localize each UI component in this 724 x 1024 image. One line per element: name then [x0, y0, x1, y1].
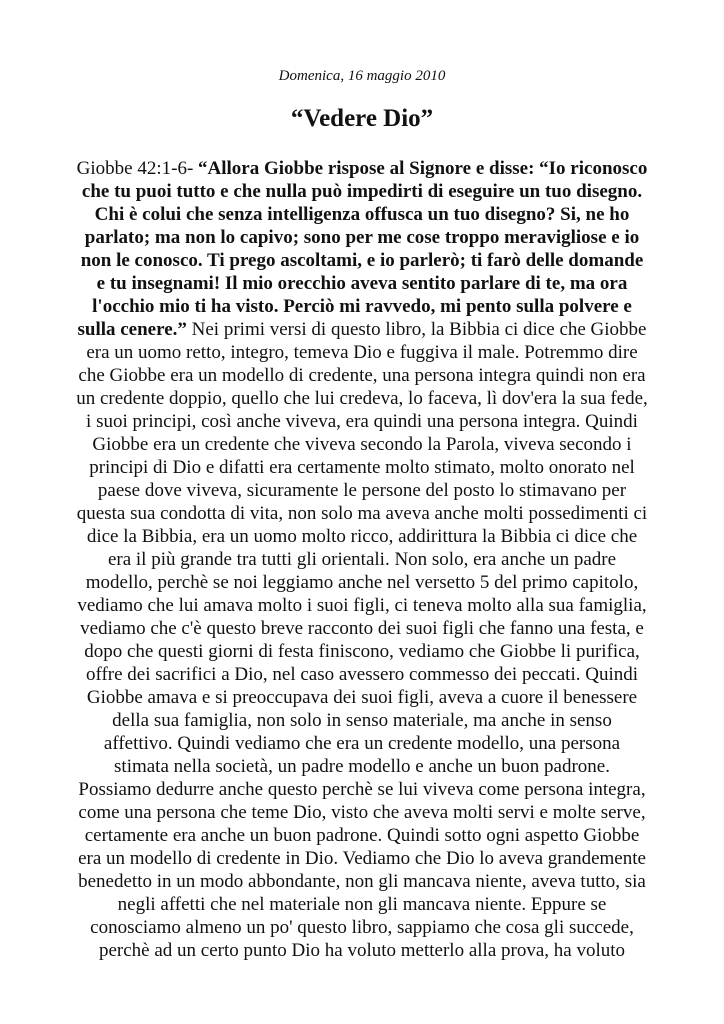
scripture-quote-text: e tu insegnami! Il mio orecchio aveva sentito parlare di te, ma ora	[96, 273, 628, 294]
body-line	[62, 732, 662, 755]
body-text-run: che Giobbe era un modello di credente, una persona integra quindi non era	[78, 365, 646, 386]
body-line	[62, 272, 662, 295]
body-text-run: della sua famiglia, non solo in senso materiale, ma anche in senso	[112, 710, 612, 731]
body-text-run: modello, perchè se noi leggiamo anche nel versetto 5 del primo capitolo,	[85, 572, 639, 593]
body-text-run: vediamo che c'è questo breve racconto dei suoi figli che fanno una festa, e	[80, 618, 644, 639]
body-line	[62, 778, 662, 801]
body-line	[62, 755, 662, 778]
body-text-run: perchè ad un certo punto Dio ha voluto metterlo alla prova, ha voluto	[98, 940, 626, 961]
body-line	[62, 893, 662, 916]
body-line	[62, 410, 662, 433]
body-text-run: certamente era anche un buon padrone. Quindi sotto ogni aspetto Giobbe	[84, 825, 640, 846]
body-text-run: Possiamo dedurre anche questo perchè se lui viveva come persona integra,	[78, 779, 646, 800]
body-text-run: era il più grande tra tutti gli orientali. Non solo, era anche un padre	[107, 549, 617, 570]
body-line	[62, 801, 662, 824]
body-line	[62, 525, 662, 548]
scripture-quote-text: che tu puoi tutto e che nulla può impedirti di eseguire un tuo disegno.	[81, 181, 643, 202]
body-line	[62, 180, 662, 203]
body-line	[62, 548, 662, 571]
body-line	[62, 594, 662, 617]
scripture-quote-text: non le conosco. Ti prego ascoltami, e io parlerò; ti farò delle domande	[80, 250, 644, 271]
body-line	[62, 663, 662, 686]
body-line	[62, 433, 662, 456]
body-line	[62, 502, 662, 525]
body-line	[62, 686, 662, 709]
body-line	[62, 295, 662, 318]
body-text-run: affettivo. Quindi vediamo che era un credente modello, una persona	[103, 733, 621, 754]
body-line	[62, 479, 662, 502]
body-text-run: negli affetti che nel materiale non gli mancava niente. Eppure se	[117, 894, 607, 915]
body-text-run: paese dove viveva, sicuramente le persone del posto lo stimavano per	[97, 480, 627, 501]
body-line	[62, 916, 662, 939]
body-text-run: vediamo che lui amava molto i suoi figli, ci teneva molto alla sua famiglia,	[77, 595, 647, 616]
scripture-quote-text: “Allora Giobbe rispose al Signore e disse: “Io riconosco	[198, 158, 648, 179]
body-text-run: Giobbe era un credente che viveva secondo la Parola, viveva secondo i	[92, 434, 632, 455]
body-line	[62, 456, 662, 479]
body-line	[62, 571, 662, 594]
sermon-title: “Vedere Dio”	[290, 105, 434, 132]
body-line	[62, 709, 662, 732]
body-text-run: come una persona che teme Dio, visto che aveva molti servi e molte serve,	[78, 802, 646, 823]
body-text-run: Nei primi versi di questo libro, la Bibbia ci dice che Giobbe	[186, 319, 647, 340]
body-text-run: offre dei sacrifici a Dio, nel caso avessero commesso dei peccati. Quindi	[85, 664, 639, 685]
sermon-date: Domenica, 16 maggio 2010	[278, 68, 446, 84]
body-line	[62, 640, 662, 663]
body-text-run: dice la Bibbia, era un uomo molto ricco, addirittura la Bibbia ci dice che	[86, 526, 638, 547]
body-text-run: Giobbe amava e si preoccupava dei suoi figli, aveva a cuore il benessere	[86, 687, 638, 708]
body-line	[62, 364, 662, 387]
body-text-run: Giobbe 42:1-6-	[76, 158, 199, 179]
body-line	[62, 157, 662, 180]
body-text-run: questa sua condotta di vita, non solo ma aveva anche molti possedimenti ci	[76, 503, 648, 524]
scripture-quote-text: Chi è colui che senza intelligenza offusca un tuo disegno? Si, ne ho	[94, 204, 630, 225]
body-line	[62, 870, 662, 893]
body-text-run: stimata nella società, un padre modello e anche un buon padrone.	[114, 756, 610, 777]
scripture-quote-text: sulla cenere.”	[77, 319, 187, 340]
body-line	[62, 318, 662, 341]
body-text-run: era un modello di credente in Dio. Vediamo che Dio lo aveva grandemente	[78, 848, 646, 869]
body-line	[62, 341, 662, 364]
body-text-run: era un uomo retto, integro, temeva Dio e fuggiva il male. Potremmo dire	[86, 342, 638, 363]
body-text-run: un credente doppio, quello che lui credeva, lo faceva, lì dov'era la sua fede,	[76, 388, 648, 409]
body-line	[62, 824, 662, 847]
body-line	[62, 617, 662, 640]
sermon-body	[62, 157, 662, 962]
body-line	[62, 847, 662, 870]
scripture-quote-text: l'occhio mio ti ha visto. Perciò mi ravvedo, mi pento sulla polvere e	[92, 296, 632, 317]
scripture-quote-text: parlato; ma non lo capivo; sono per me cose troppo meravigliose e io	[84, 227, 640, 248]
body-line	[62, 249, 662, 272]
body-text-run: benedetto in un modo abbondante, non gli mancava niente, aveva tutto, sia	[78, 871, 646, 892]
body-text-run: dopo che questi giorni di festa finiscono, vediamo che Giobbe li purifica,	[84, 641, 640, 662]
body-text-run: principi di Dio e difatti era certamente molto stimato, molto onorato nel	[89, 457, 635, 478]
body-line	[62, 387, 662, 410]
body-text-run: conosciamo almeno un po' questo libro, sappiamo che cosa gli succede,	[90, 917, 634, 938]
body-text-run: i suoi principi, così anche viveva, era quindi una persona integra. Quindi	[86, 411, 638, 432]
body-line	[62, 939, 662, 962]
body-line	[62, 226, 662, 249]
body-line	[62, 203, 662, 226]
